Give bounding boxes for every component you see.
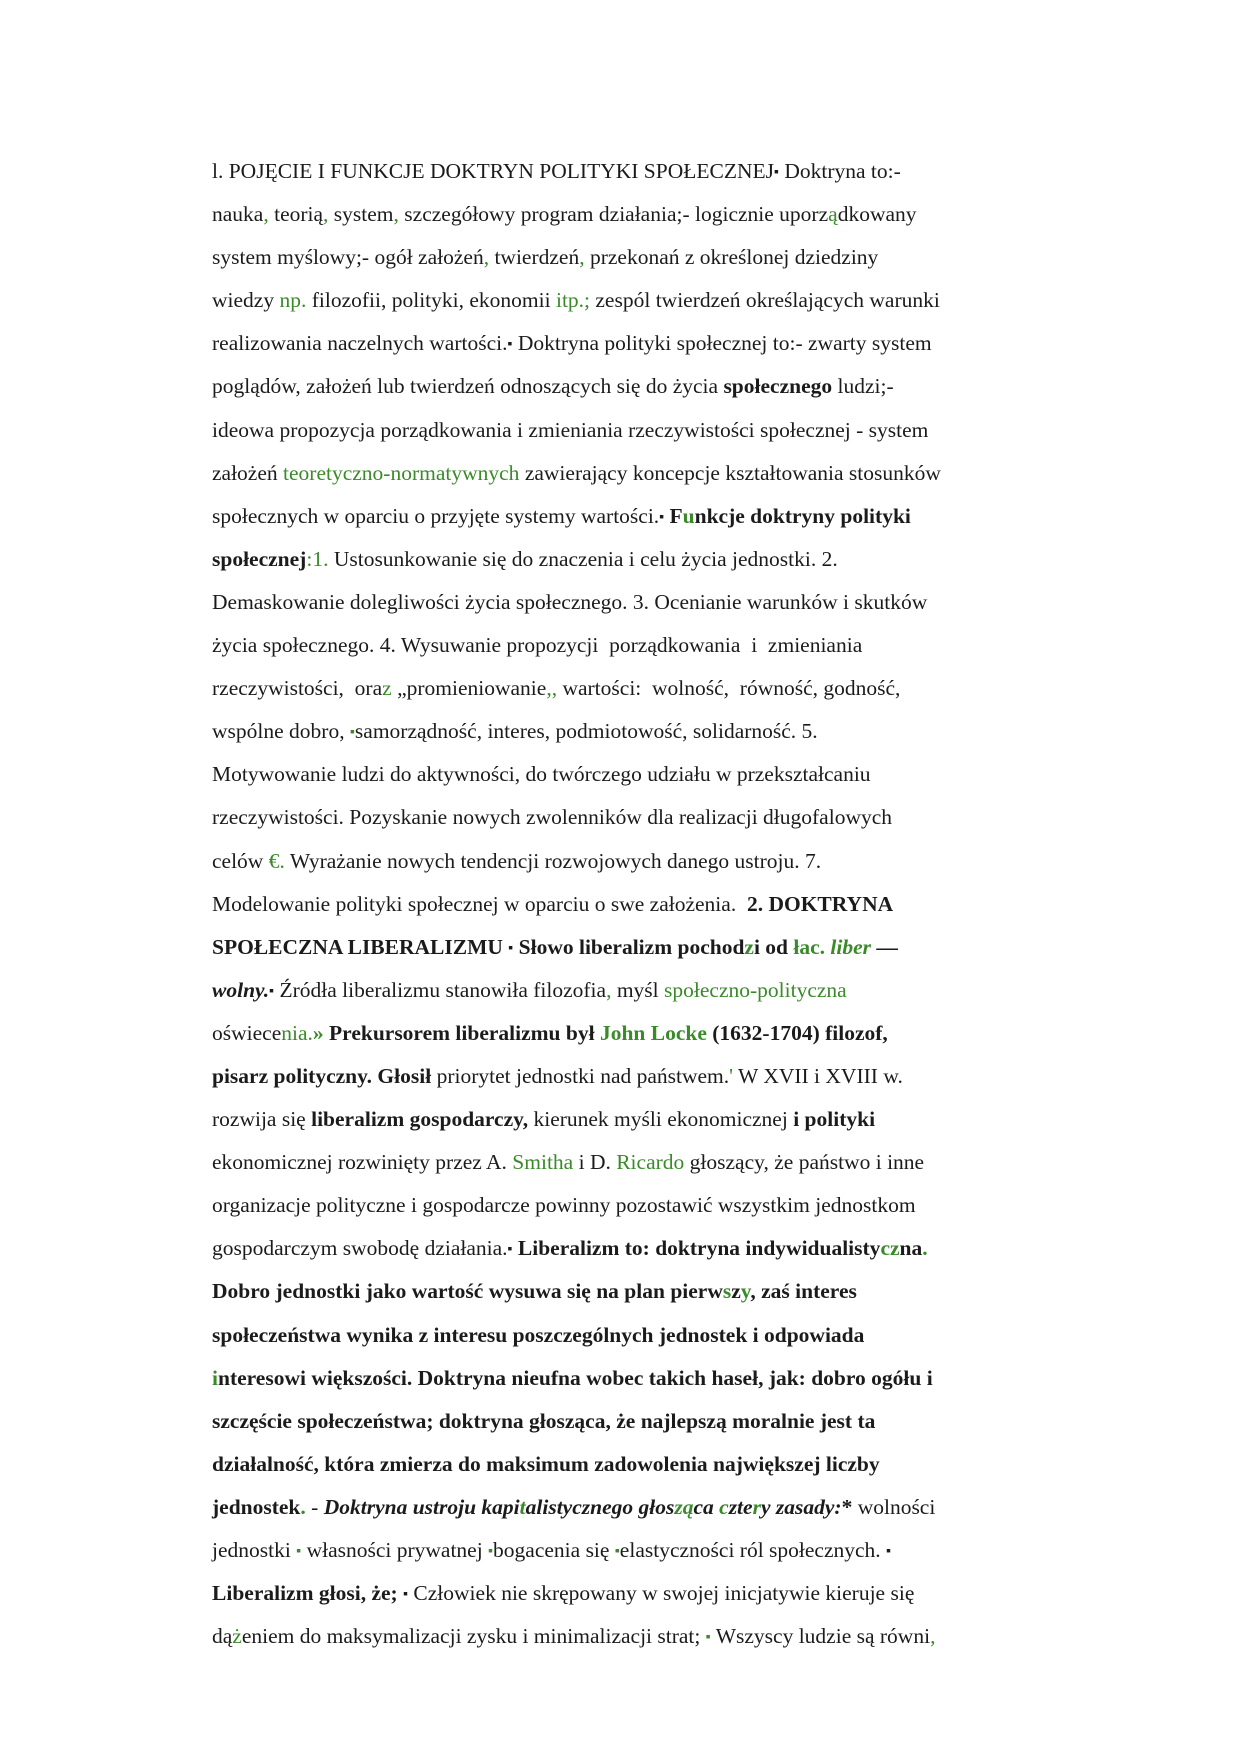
text-run: ludzi;- <box>832 374 894 399</box>
text-line <box>212 495 1072 538</box>
text-run: Liberalizm głosi, że; <box>212 1581 398 1606</box>
text-run: pisarz polityczny. Głosił <box>212 1063 432 1088</box>
text-run: Liberalizm to: doktryna indywidualisty <box>512 1236 881 1261</box>
text-run: SPOŁECZNA LIBERALIZMU <box>212 934 509 959</box>
text-run: u <box>682 503 695 528</box>
bullet-icon: ▪ <box>508 940 514 956</box>
bullet-icon: ▪ <box>349 725 355 741</box>
bullet-icon: ▪ <box>507 337 513 353</box>
text-run: 2. DOKTRYNA <box>746 891 894 916</box>
text-run: , <box>483 245 490 270</box>
text-line <box>212 1227 1072 1270</box>
text-run: nia. <box>281 1020 313 1045</box>
text-run: ideowa propozycja porządkowania i zmieniania rzeczywistości społecznej - system <box>212 417 929 442</box>
text-run: z <box>382 676 392 701</box>
text-run: i od <box>753 934 794 959</box>
bullet-icon: ▪ <box>614 1544 620 1559</box>
text-run: eniem do maksymalizacji zysku i minimalizacji strat; <box>241 1624 706 1649</box>
bullet-icon: ▪ <box>774 165 779 180</box>
text-line <box>212 753 1072 796</box>
text-run: John Locke <box>599 1020 707 1045</box>
text-run: zą <box>674 1494 694 1519</box>
text-run: y <box>740 1279 751 1304</box>
text-run: np. <box>279 288 307 313</box>
text-line <box>212 667 1072 710</box>
text-line <box>212 538 1072 581</box>
text-line <box>212 193 1072 236</box>
text-run: * <box>841 1494 853 1519</box>
text-run: Dobro jednostki jako wartość wysuwa się na plan pierw <box>212 1279 723 1304</box>
bullet-icon: ▪ <box>659 509 665 525</box>
text-run: społecznej <box>212 546 307 571</box>
bullet-icon: ▪ <box>488 1544 494 1559</box>
text-run: Ricardo <box>616 1150 685 1175</box>
text-line <box>212 1314 1072 1357</box>
text-run: gospodarczym swobodę działania. <box>212 1236 508 1261</box>
text-run: dkowany <box>837 202 917 227</box>
text-run: społecznych w oparciu o przyjęte systemy wartości. <box>212 503 660 528</box>
text-run: poglądów, założeń lub twierdzeń odnoszących się do życia <box>212 374 724 399</box>
text-run: Ustosunkowanie się do znaczenia i celu życia jednostki. 2. <box>328 546 838 571</box>
text-run: działalność, która zmierza do maksimum zadowolenia największej liczby <box>212 1451 880 1476</box>
text-run: założeń <box>212 460 284 485</box>
text-run: :1. <box>306 546 329 571</box>
text-line <box>212 840 1072 883</box>
text-run: nkcje doktryny polityki <box>694 503 911 528</box>
text-run: głoszący, że państwo i inne <box>684 1150 925 1175</box>
text-line <box>212 624 1072 667</box>
text-line <box>212 1141 1072 1184</box>
text-run: — <box>871 934 898 959</box>
text-line <box>212 883 1072 926</box>
text-run: Prekursorem liberalizmu był <box>323 1020 600 1045</box>
text-run: życia społecznego. 4. Wysuwanie propozycji porządkowania i zmieniania <box>212 633 863 658</box>
text-run: celów <box>212 848 269 873</box>
text-run: nteresowi większości. Doktryna nieufna wobec takich haseł, jak: dobro ogółu i <box>217 1365 933 1390</box>
text-run: . <box>300 1494 306 1519</box>
text-run: wolności <box>852 1494 936 1519</box>
text-line <box>212 365 1072 408</box>
text-line <box>212 1055 1072 1098</box>
text-run: rozwija się <box>212 1107 312 1132</box>
text-line <box>212 1012 1072 1055</box>
text-run: liberalizm gospodarczy, <box>311 1107 529 1132</box>
text-line <box>212 796 1072 839</box>
text-run: zespól twierdzeń określających warunki <box>590 288 940 313</box>
text-run: Słowo liberalizm pochod <box>513 934 745 959</box>
text-run: Smitha <box>512 1150 574 1175</box>
text-run: Doktryna to:- <box>778 159 901 183</box>
bullet-icon: ▪ <box>507 1242 513 1258</box>
text-run: liber <box>830 934 872 959</box>
text-line <box>212 1184 1072 1227</box>
text-run: alistycznego głos <box>525 1494 675 1519</box>
text-run: filozofii, polityki, ekonomii <box>306 288 556 313</box>
text-line <box>212 1615 1072 1658</box>
text-run: społecznego <box>723 374 833 399</box>
text-line <box>212 1486 1072 1529</box>
text-run: kierunek myśli ekonomicznej <box>528 1107 794 1132</box>
text-run: ą <box>828 202 838 227</box>
text-run: Motywowanie ludzi do aktywności, do twórczego udziału w przekształcaniu <box>212 762 871 787</box>
text-run: , <box>606 977 612 1002</box>
text-run: Wyrażanie nowych tendencji rozwojowych danego ustroju. 7. <box>284 848 822 873</box>
text-run: elastyczności ról społecznych. <box>619 1538 887 1562</box>
text-run: y zasady: <box>760 1494 842 1519</box>
text-run: system <box>328 202 394 227</box>
text-run: ca <box>693 1494 720 1519</box>
text-run: wiedzy <box>212 288 280 313</box>
text-run: s <box>722 1279 732 1304</box>
text-run: własności prywatnej <box>301 1538 489 1562</box>
text-run: wolny. <box>212 977 270 1002</box>
text-run: zte <box>728 1494 753 1519</box>
text-run: l. POJĘCIE I FUNKCJE DOKTRYN POLITYKI SPOŁECZNEJ <box>212 159 775 183</box>
text-run: ekonomicznej rozwinięty przez A. <box>212 1150 513 1175</box>
text-run: z <box>744 934 754 959</box>
text-run: jednostki <box>212 1538 297 1562</box>
text-line <box>212 1443 1072 1486</box>
text-line <box>212 581 1072 624</box>
text-run: - <box>305 1494 324 1519</box>
text-run: » <box>312 1020 324 1045</box>
text-run: oświece <box>212 1020 282 1045</box>
text-line <box>212 1270 1072 1313</box>
text-run: , <box>263 202 269 227</box>
text-run: Wszyscy ludzie są równi <box>710 1624 931 1649</box>
text-run: ż <box>232 1624 242 1649</box>
text-run: „promieniowanie <box>391 676 547 701</box>
text-line <box>212 1400 1072 1443</box>
text-run: r <box>752 1494 761 1519</box>
text-line <box>212 969 1072 1012</box>
text-run: nauka <box>212 202 264 227</box>
text-run: przekonań z określonej dziedziny <box>584 245 879 270</box>
text-run: teoretyczno-normatywnych <box>283 460 520 485</box>
bullet-icon: ▪ <box>705 1630 711 1646</box>
bullet-icon: ▪ <box>403 1587 409 1603</box>
text-run: ,, <box>546 676 558 701</box>
text-run: twierdzeń <box>489 245 580 270</box>
text-run: szczęście społeczeństwa; doktryna głosząca, że najlepszą moralnie jest ta <box>212 1408 876 1433</box>
bullet-icon: ▪ <box>296 1544 302 1559</box>
text-run: organizacje polityczne i gospodarcze powinny pozostawić wszystkim jednostkom <box>212 1193 916 1218</box>
text-line <box>212 236 1072 279</box>
text-run: wspólne dobro, <box>212 719 350 744</box>
text-run: W XVII i XVIII w. <box>733 1063 903 1088</box>
text-run: samorządność, interes, podmiotowość, solidarność. 5. <box>354 719 818 744</box>
text-run: €. <box>268 848 285 873</box>
text-run: realizowania naczelnych wartości. <box>212 331 508 356</box>
text-run: Człowiek nie skrępowany w swojej inicjatywie kieruje się <box>408 1581 915 1606</box>
text-run: i polityki <box>793 1107 876 1132</box>
text-run: , <box>930 1624 936 1649</box>
text-line <box>212 409 1072 452</box>
bullet-icon: ▪ <box>886 1544 892 1559</box>
text-run: społeczeństwa wynika z interesu poszczególnych jednostek i odpowiada <box>212 1322 865 1347</box>
text-run: jednostek <box>212 1494 301 1519</box>
text-run: , <box>323 202 329 227</box>
text-line <box>212 1098 1072 1141</box>
text-run: rzeczywistości, ora <box>212 676 383 701</box>
text-line <box>212 279 1072 322</box>
text-run: itp.; <box>555 288 591 313</box>
text-line <box>212 452 1072 495</box>
text-line <box>212 1572 1072 1615</box>
text-run: . <box>922 1236 928 1261</box>
text-line <box>212 926 1072 969</box>
text-line <box>212 1529 1072 1572</box>
text-run: cz <box>880 1236 900 1261</box>
text-run: na <box>899 1236 923 1261</box>
text-run: dą <box>212 1624 233 1649</box>
text-run: łac. <box>793 934 826 959</box>
text-run: Źródła liberalizmu stanowiła filozofia <box>274 977 607 1002</box>
text-run: Doktryna ustroju kapi <box>323 1494 520 1519</box>
text-run: Demaskowanie dolegliwości życia społecznego. 3. Ocenianie warunków i skutków <box>212 589 928 614</box>
text-run: i D. <box>573 1150 617 1175</box>
text-run: F <box>669 503 683 528</box>
text-run: (1632-1704) filozof, <box>706 1020 888 1045</box>
document-body <box>212 150 1072 1658</box>
text-run: system myślowy;- ogół założeń <box>212 245 484 270</box>
text-run: ' <box>729 1063 734 1088</box>
text-run: Modelowanie polityki społecznej w oparciu o swe założenia. <box>212 891 747 916</box>
text-run: teorią <box>268 202 324 227</box>
text-run: i <box>212 1365 218 1390</box>
text-line <box>212 710 1072 753</box>
text-run: , <box>393 202 399 227</box>
text-line <box>212 1357 1072 1400</box>
text-run: z <box>731 1279 741 1304</box>
text-run: bogacenia się <box>493 1538 615 1562</box>
text-run: wartości: wolność, równość, godność, <box>557 676 901 701</box>
text-run: społeczno-polityczna <box>664 977 847 1002</box>
text-run: t <box>519 1494 526 1519</box>
bullet-icon: ▪ <box>269 983 275 999</box>
text-run: priorytet jednostki nad państwem. <box>431 1063 730 1088</box>
text-run: Doktryna polityki społecznej to:- zwarty system <box>512 331 932 356</box>
text-run: rzeczywistości. Pozyskanie nowych zwolenników dla realizacji długofalowych <box>212 805 893 830</box>
text-line <box>212 322 1072 365</box>
text-run: myśl <box>611 977 665 1002</box>
text-run: , zaś interes <box>750 1279 857 1304</box>
text-run: zawierający koncepcje kształtowania stosunków <box>519 460 941 485</box>
text-run: szczegółowy program działania;- logicznie uporz <box>398 202 829 227</box>
text-line <box>212 150 1072 193</box>
text-run: c <box>719 1494 729 1519</box>
text-run: , <box>579 245 585 270</box>
